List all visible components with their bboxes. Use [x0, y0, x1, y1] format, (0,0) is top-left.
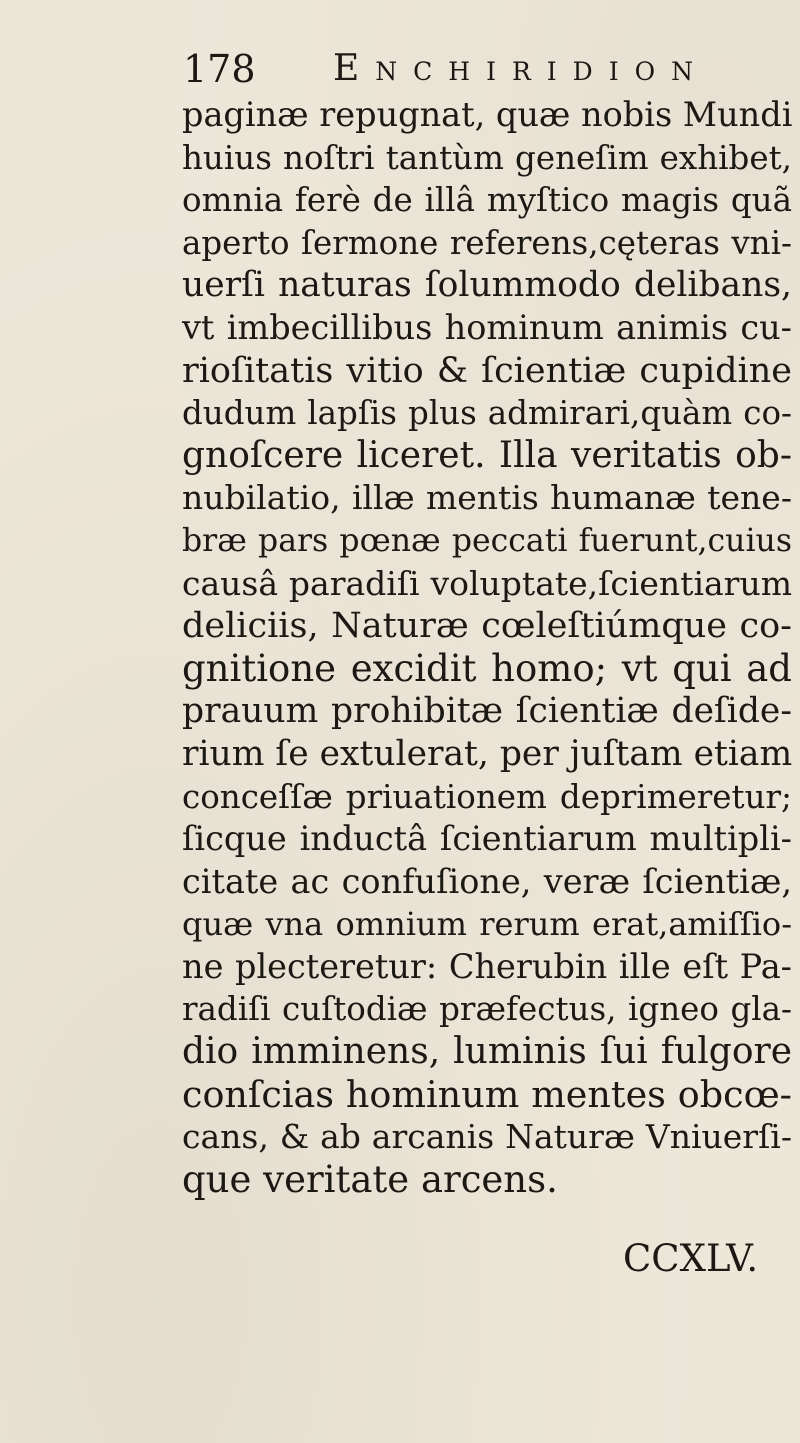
running-head [183, 44, 743, 94]
text-line: conſcias hominum mentes obcœ- [182, 1072, 792, 1116]
text-line: radiſi cuſtodiæ præfectus, igneo gla- [182, 990, 792, 1029]
text-line: prauum prohibitæ ſcientiæ deſide- [182, 691, 792, 732]
catchword: CCXLV. [623, 1237, 759, 1280]
text-line: gnoſcere liceret. Illa veritatis ob- [182, 434, 792, 476]
page-number: 178 [183, 47, 256, 91]
text-line: uerſi naturas ſolummodo delibans, [182, 265, 792, 306]
text-line: rioſitatis vitio & ſcientiæ cupidine [182, 350, 792, 391]
text-line: quæ vna omnium rerum erat,amiſſio- [182, 905, 792, 944]
text-line: ſicque inductâ ſcientiarum multipli- [182, 819, 792, 859]
text-line: rium ſe extulerat, per juſtam etiam [182, 733, 793, 774]
text-line: ne plecteretur: Cherubin ille eſt Pa- [182, 946, 792, 986]
text-line: causâ paradiſi voluptate,ſcientiarum [182, 563, 792, 603]
text-line: aperto ſermone referens,cęteras vni- [182, 223, 792, 262]
text-line: vt imbecillibus hominum animis cu- [182, 307, 792, 347]
text-line: omnia ferè de illâ myſtico magis quã [182, 181, 792, 220]
text-line: citate ac confuſione, veræ ſcientiæ, [182, 861, 792, 901]
text-line: dio imminens, luminis ſui fulgore [182, 1031, 792, 1073]
running-title: Enchiridion [333, 48, 709, 89]
text-line: huius noſtri tantùm geneſim exhibet, [182, 138, 792, 177]
text-line: bræ pars pœnæ peccati fuerunt,cuius [182, 522, 792, 559]
text-line last-line: que veritate arcens. [182, 1157, 558, 1201]
text-line: paginæ repugnat, quæ nobis Mundi [182, 95, 793, 134]
text-line: deliciis, Naturæ cœleſtiúmque co- [182, 606, 792, 647]
text-line: gnitione excidit homo; vt qui ad [182, 646, 792, 690]
text-line: cans, & ab arcanis Naturæ Vniuerſi- [182, 1117, 792, 1157]
text-line: nubilatio, illæ mentis humanæ tene- [182, 478, 792, 518]
text-line: dudum lapſis plus admirari,quàm co- [182, 394, 792, 433]
text-line: conceſſæ priuationem deprimeretur; [182, 777, 792, 816]
body-text [182, 94, 792, 1201]
